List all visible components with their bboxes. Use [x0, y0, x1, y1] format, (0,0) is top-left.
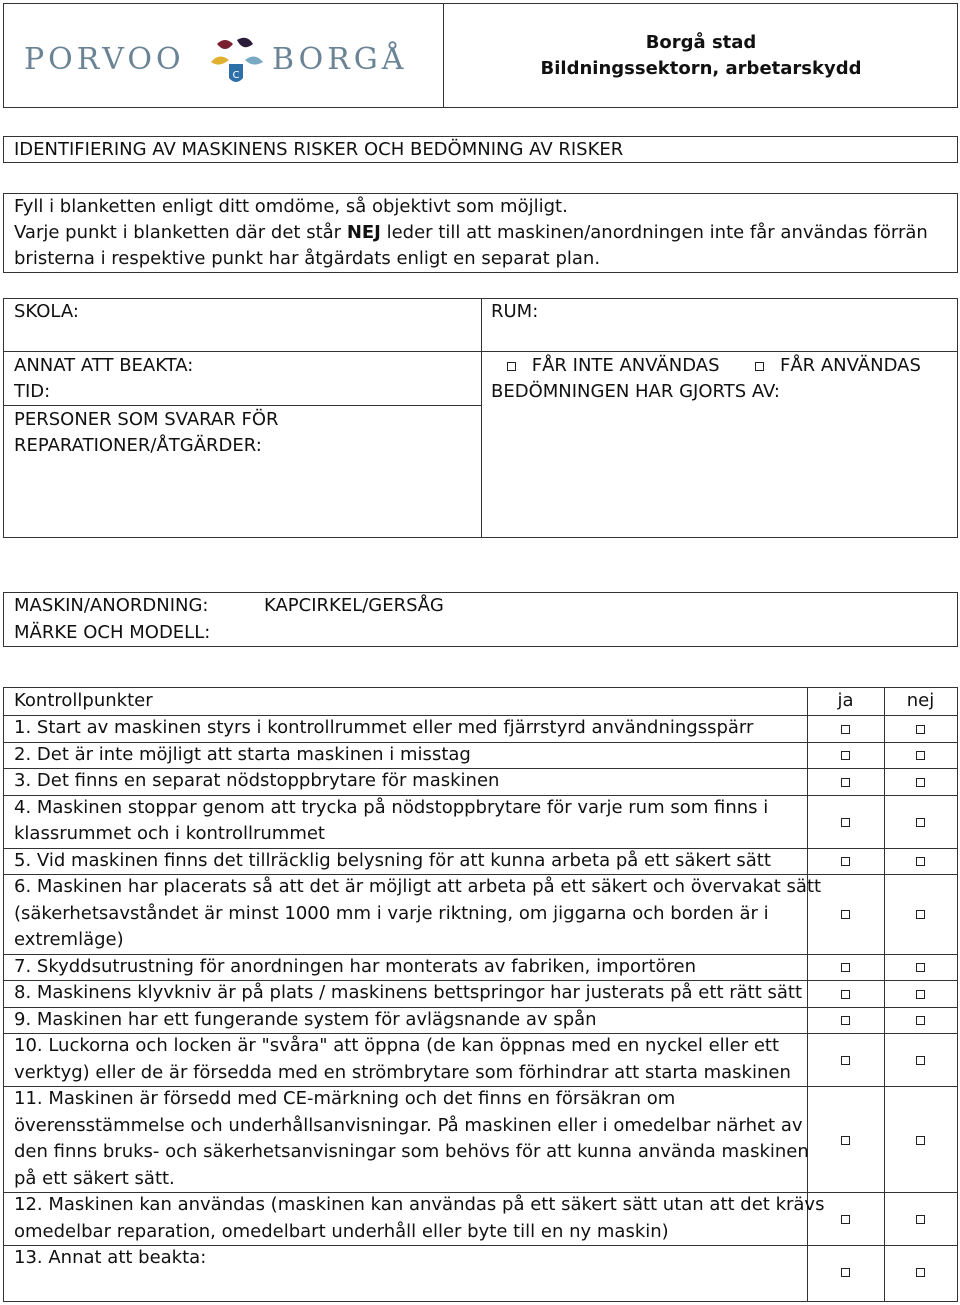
checklist-row — [4, 1245, 957, 1299]
checklist-item-text: 3. Det finns en separat nödstoppbrytare för maskinen — [14, 770, 500, 791]
checklist-ja-checkbox[interactable] — [841, 1268, 850, 1277]
checklist-item-text: 2. Det är inte möjligt att starta maskinen i misstag — [14, 743, 471, 765]
model-label: MÄRKE OCH MODELL: — [14, 622, 211, 643]
far-inte-label: FÅR INTE ANVÄNDAS — [531, 355, 720, 376]
checklist-ja-cell — [807, 1034, 884, 1087]
info-divider — [481, 299, 482, 537]
checklist-nej-checkbox[interactable] — [916, 725, 925, 734]
checklist-ja-cell — [807, 1193, 884, 1246]
checklist-ja-checkbox[interactable] — [841, 1016, 850, 1025]
checklist-item-text: omedelbar reparation, omedelbart underhåll eller byte till en ny maskin) — [14, 1220, 669, 1242]
usage-options — [507, 353, 921, 379]
checklist-nej-checkbox[interactable] — [916, 990, 925, 999]
skola-label: SKOLA: — [14, 301, 79, 322]
checklist-row — [4, 1033, 957, 1087]
checklist-ja-checkbox[interactable] — [841, 725, 850, 734]
logo-emblem-icon — [207, 34, 267, 88]
checklist-item-text: 10. Luckorna och locken är "svåra" att öppna (de kan öppnas med en nyckel eller ett — [14, 1035, 780, 1056]
checklist-item-text: klassrummet och i kontrollrummet — [14, 823, 325, 844]
instructions-line-2-pre: Varje punkt i blanketten där det står — [14, 222, 347, 243]
checklist-nej-checkbox[interactable] — [916, 1268, 925, 1277]
instructions-nej: NEJ — [346, 222, 381, 243]
far-label: FÅR ANVÄNDAS — [779, 355, 921, 376]
machine-label: MASKIN/ANORDNING: — [14, 595, 209, 616]
rum-label: RUM: — [491, 301, 539, 322]
checklist-row — [4, 1192, 957, 1246]
logo-text-left: PORVOO — [24, 42, 185, 77]
checklist-row — [4, 768, 957, 796]
personer-label-2: REPARATIONER/ÅTGÄRDER: — [14, 435, 262, 456]
org-title — [444, 30, 958, 82]
org-line-1: Borgå stad — [645, 32, 757, 53]
org-line-2: Bildningssektorn, arbetarskydd — [540, 58, 862, 79]
checklist-nej-checkbox[interactable] — [916, 818, 925, 827]
checklist-ja-checkbox[interactable] — [841, 818, 850, 827]
checklist-table — [3, 687, 958, 1302]
far-checkbox[interactable] — [755, 362, 764, 371]
checklist-ja-checkbox[interactable] — [841, 963, 850, 972]
annat-label: ANNAT ATT BEAKTA: — [14, 355, 194, 376]
checklist-item-text: (säkerhetsavståndet är minst 1000 mm i varje riktning, om jiggarna och borden är i — [14, 902, 769, 924]
checklist-row — [4, 1086, 957, 1193]
checklist-row — [4, 742, 957, 770]
checklist-nej-checkbox[interactable] — [916, 1016, 925, 1025]
checklist-ja-checkbox[interactable] — [841, 1056, 850, 1065]
checklist-item-text: 7. Skyddsutrustning för anordningen har monterats av fabriken, importören — [14, 955, 697, 977]
checklist-ja-checkbox[interactable] — [841, 1136, 850, 1145]
checklist-item-text: 9. Maskinen har ett fungerande system för avlägsnande av spån — [14, 1008, 597, 1030]
checklist-ja-checkbox[interactable] — [841, 857, 850, 866]
checklist-nej-cell — [884, 849, 957, 876]
checklist-nej-header: nej — [906, 690, 935, 711]
checklist-ja-cell — [807, 955, 884, 982]
checklist-ja-cell — [807, 716, 884, 743]
checklist-nej-cell — [884, 981, 957, 1008]
checklist-nej-checkbox[interactable] — [916, 910, 925, 919]
checklist-ja-checkbox[interactable] — [841, 990, 850, 999]
checklist-nej-checkbox[interactable] — [916, 1215, 925, 1224]
checklist-item-text: 6. Maskinen har placerats så att det är möjligt att arbeta på ett säkert och övervakat sätt — [14, 876, 822, 897]
checklist-item-text: den finns bruks- och säkerhetsanvisningar som behövs för att kunna använda maskinen — [14, 1141, 809, 1162]
logo-text-right: BORGÅ — [272, 42, 408, 77]
instructions-line-2-post: leder till att maskinen/anordningen inte får användas förrän — [380, 222, 928, 243]
machine-box — [3, 592, 958, 647]
checklist-ja-checkbox[interactable] — [841, 910, 850, 919]
checklist-nej-cell — [884, 1034, 957, 1087]
checklist-row — [4, 980, 957, 1008]
checklist-ja-cell — [807, 981, 884, 1008]
far-inte-checkbox[interactable] — [507, 362, 516, 371]
info-box — [3, 298, 958, 538]
checklist-item-text: överensstämmelse och underhållsanvisningar. På maskinen eller i omedelbar närhet av — [14, 1114, 803, 1136]
header-box — [3, 3, 958, 108]
checklist-nej-cell — [884, 743, 957, 770]
checklist-ja-checkbox[interactable] — [841, 778, 850, 787]
instructions-box — [3, 193, 958, 273]
personer-label-1: PERSONER SOM SVARAR FÖR — [14, 409, 279, 430]
checklist-nej-cell — [884, 716, 957, 743]
checklist-row — [4, 848, 957, 876]
checklist-nej-cell — [884, 769, 957, 796]
checklist-ja-checkbox[interactable] — [841, 1215, 850, 1224]
checklist-nej-checkbox[interactable] — [916, 963, 925, 972]
checklist-nej-checkbox[interactable] — [916, 751, 925, 760]
instructions-line-2 — [14, 220, 928, 246]
checklist-ja-cell — [807, 875, 884, 955]
checklist-ja-cell — [807, 1008, 884, 1035]
form-title: IDENTIFIERING AV MASKINENS RISKER OCH BEDÖMNING AV RISKER — [14, 139, 624, 160]
checklist-ja-cell — [807, 1087, 884, 1193]
info-row-divider — [4, 351, 957, 352]
bedomning-label: BEDÖMNINGEN HAR GJORTS AV: — [491, 381, 780, 402]
checklist-nej-cell — [884, 796, 957, 849]
checklist-nej-cell — [884, 1087, 957, 1193]
checklist-ja-cell — [807, 769, 884, 796]
checklist-nej-checkbox[interactable] — [916, 857, 925, 866]
checklist-header: Kontrollpunkter — [14, 690, 153, 711]
checklist-ja-cell — [807, 849, 884, 876]
checklist-nej-cell — [884, 875, 957, 955]
checklist-nej-checkbox[interactable] — [916, 1056, 925, 1065]
checklist-nej-cell — [884, 1246, 957, 1299]
checklist-item-text: extremläge) — [14, 929, 124, 950]
instructions-line-1: Fyll i blanketten enligt ditt omdöme, så objektivt som möjligt. — [14, 196, 568, 217]
checklist-item-text: 13. Annat att beakta: — [14, 1247, 207, 1268]
checklist-row — [4, 954, 957, 982]
machine-value: KAPCIRKEL/GERSÅG — [264, 595, 444, 616]
checklist-item-text: 8. Maskinens klyvkniv är på plats / maskinens bettspringor har justerats på ett rätt sätt — [14, 982, 803, 1003]
checklist-item-text: 11. Maskinen är försedd med CE-märkning och det finns en försäkran om — [14, 1088, 676, 1109]
checklist-nej-cell — [884, 955, 957, 982]
checklist-ja-header: ja — [837, 690, 854, 711]
checklist-item-text: verktyg) eller de är försedda med en strömbrytare som förhindrar att starta maskinen — [14, 1061, 791, 1083]
checklist-nej-checkbox[interactable] — [916, 1136, 925, 1145]
checklist-nej-cell — [884, 1193, 957, 1246]
svg-text:C: C — [232, 70, 240, 81]
checklist-row — [4, 1007, 957, 1035]
checklist-ja-cell — [807, 743, 884, 770]
checklist-ja-checkbox[interactable] — [841, 751, 850, 760]
checklist-item-text: 4. Maskinen stoppar genom att trycka på nödstoppbrytare för varje rum som finns i — [14, 796, 769, 818]
checklist-row — [4, 874, 957, 955]
tid-divider — [4, 405, 481, 406]
checklist-item-text: 5. Vid maskinen finns det tillräcklig belysning för att kunna arbeta på ett säkert sätt — [14, 849, 771, 871]
checklist-ja-cell — [807, 796, 884, 849]
checklist-item-text: 12. Maskinen kan användas (maskinen kan användas på ett säkert sätt utan att det krävs — [14, 1194, 825, 1215]
checklist-row — [4, 715, 957, 743]
tid-label: TID: — [14, 381, 51, 402]
checklist-item-text: 1. Start av maskinen styrs i kontrollrummet eller med fjärrstyrd användningsspärr — [14, 717, 754, 738]
form-title-box — [3, 136, 958, 163]
checklist-nej-checkbox[interactable] — [916, 778, 925, 787]
checklist-nej-cell — [884, 1008, 957, 1035]
logo — [24, 32, 424, 92]
instructions-line-3: bristerna i respektive punkt har åtgärdats enligt en separat plan. — [14, 248, 601, 269]
checklist-item-text: på ett säkert sätt. — [14, 1167, 175, 1189]
checklist-ja-cell — [807, 1246, 884, 1299]
checklist-row — [4, 795, 957, 849]
